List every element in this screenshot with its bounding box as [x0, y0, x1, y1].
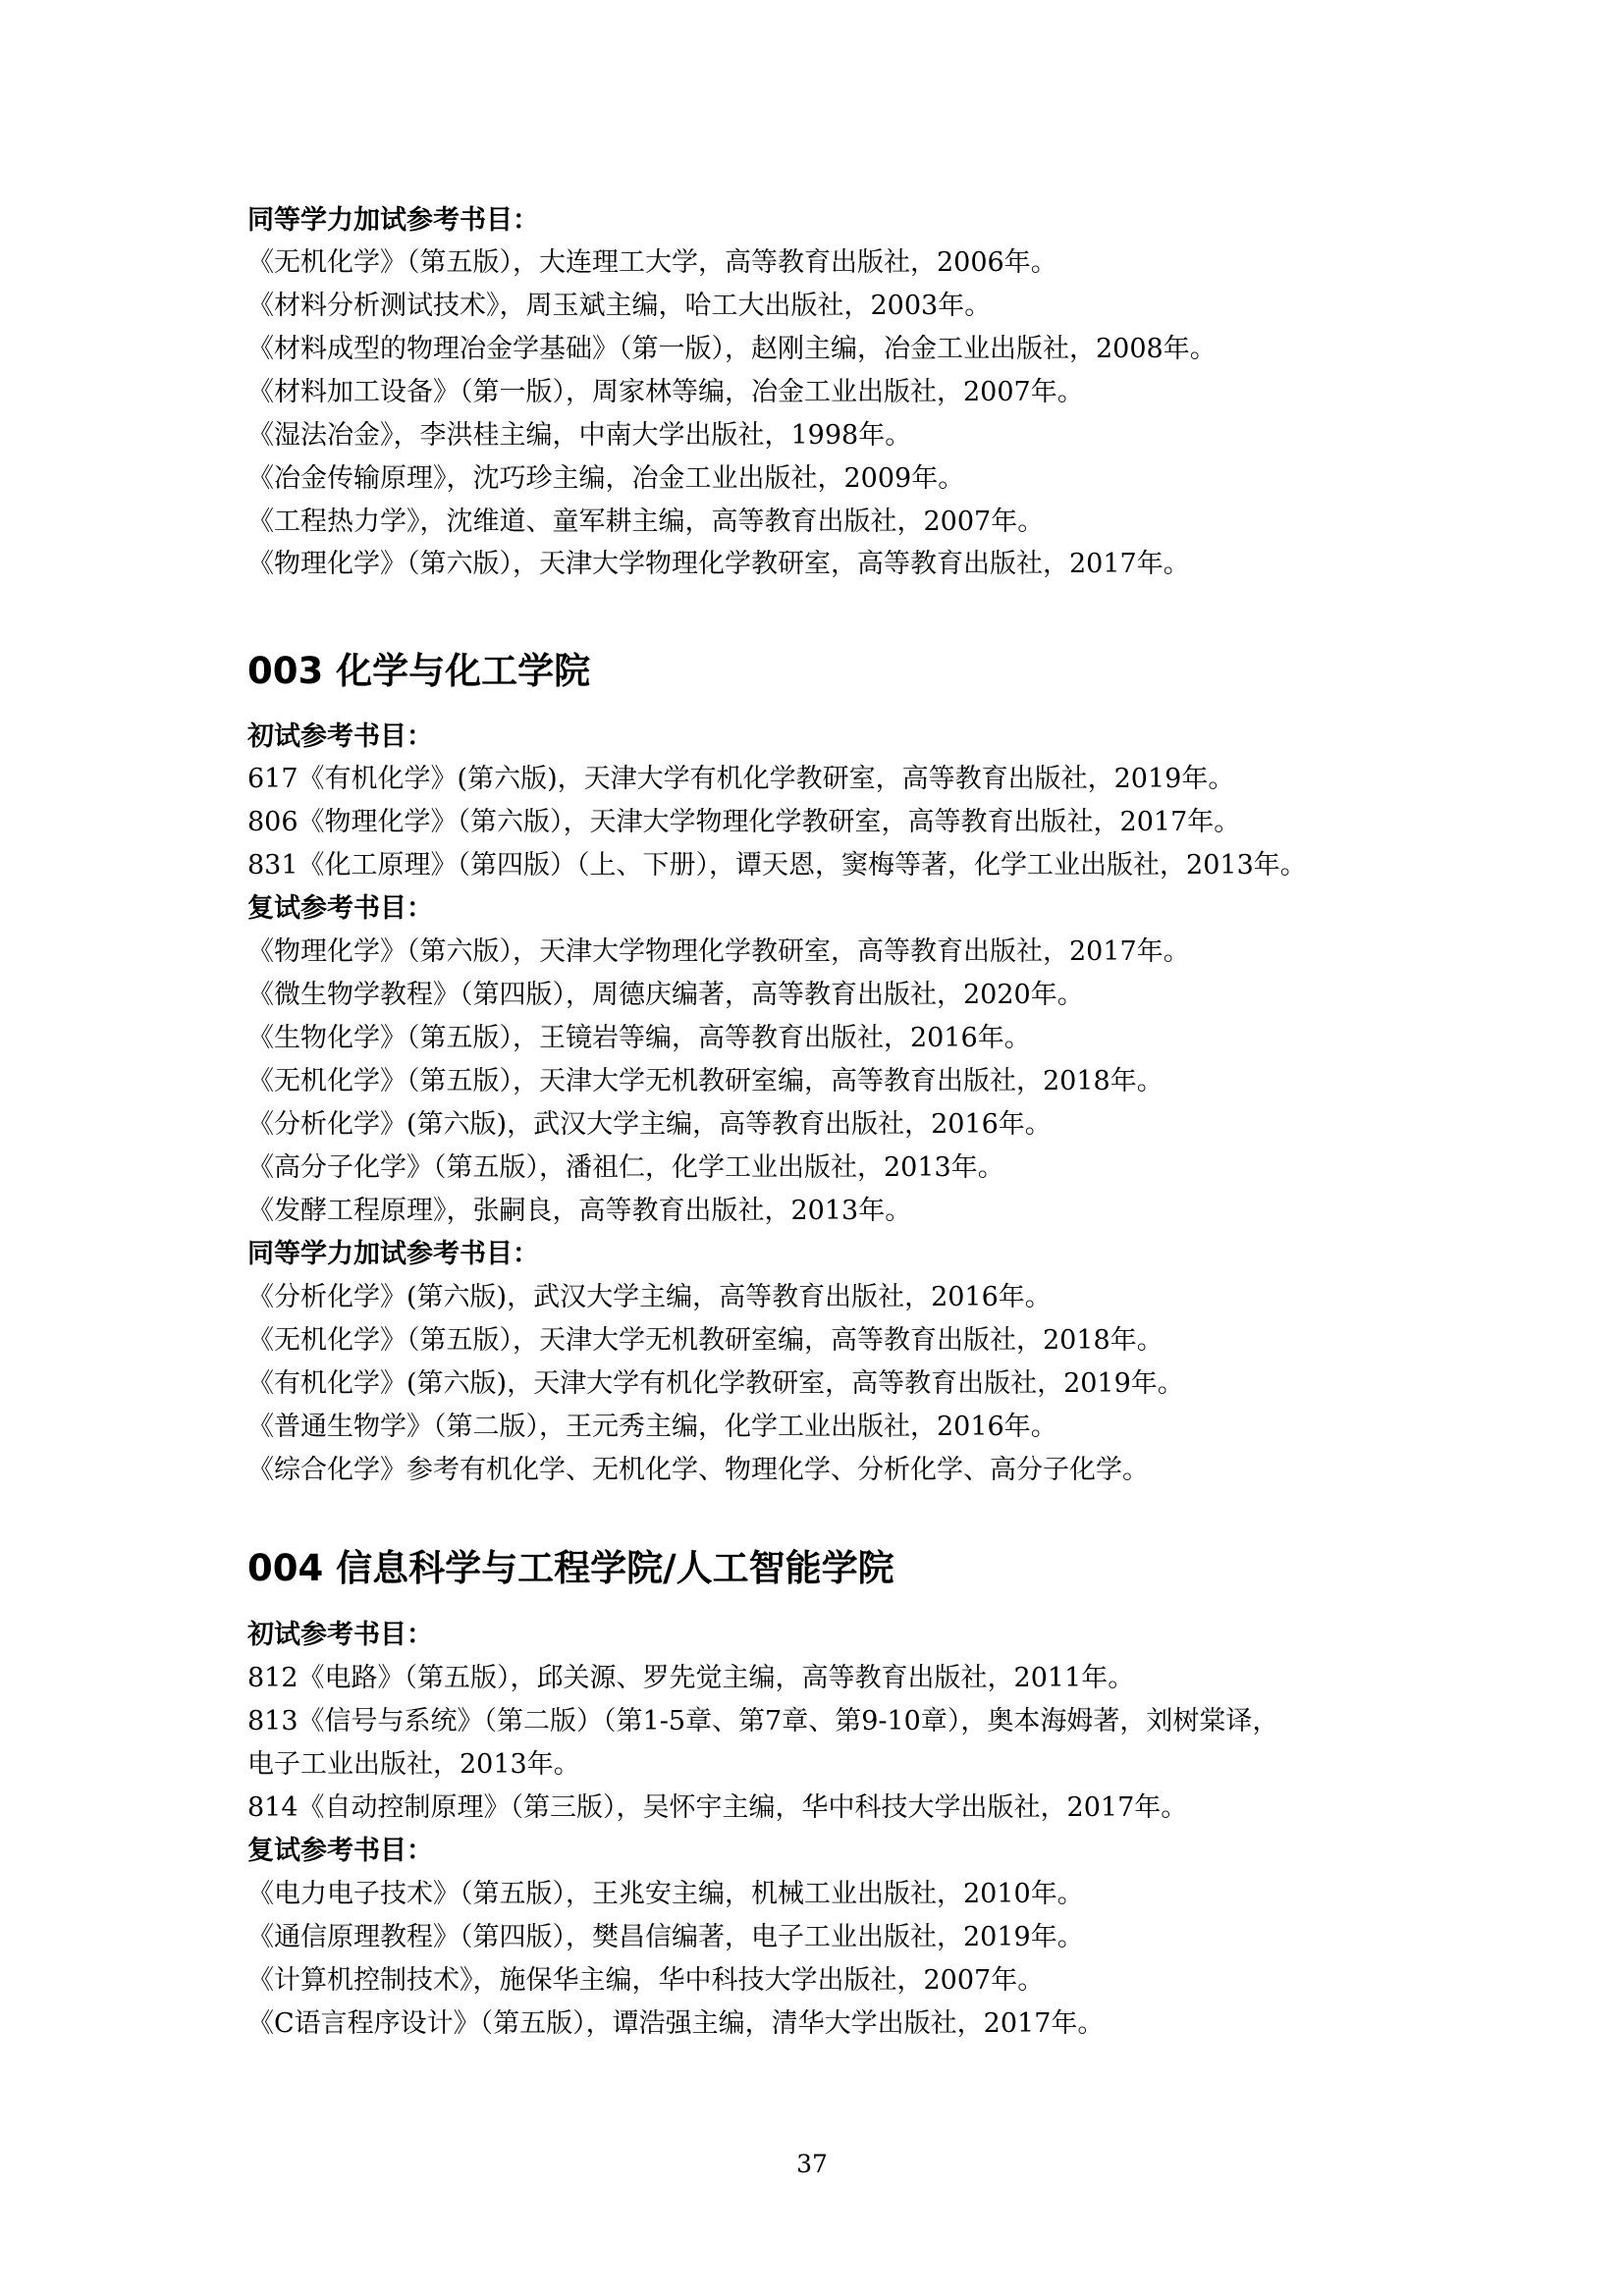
- book-entry: 《材料成型的物理冶金学基础》（第一版），赵刚主编，冶金工业出版社，2008年。: [247, 334, 1217, 364]
- book-entry: 《材料分析测试技术》，周玉斌主编，哈工大出版社，2003年。: [247, 291, 992, 321]
- book-entry: 《计算机控制技术》，施保华主编，华中科技大学出版社，2007年。: [247, 1965, 1045, 1996]
- initial-test-label: 初试参考书目：: [247, 1620, 433, 1650]
- book-entry: 《工程热力学》，沈维道、童军耕主编，高等教育出版社，2007年。: [247, 507, 1045, 537]
- document-page: [247, 0, 1435, 2296]
- book-entry: 813《信号与系统》（第二版）（第1-5章、第7章、第9-10章），奥本海姆著，刘树棠译，: [247, 1706, 1279, 1736]
- book-entry: 831《化工原理》（第四版）（上、下册），谭天恩，窦梅等著，化学工业出版社，2013年。: [247, 850, 1307, 881]
- section-heading-003: 003 化学与化工学院: [247, 650, 591, 692]
- book-entry: 《普通生物学》（第二版），王元秀主编，化学工业出版社，2016年。: [247, 1412, 1057, 1442]
- book-entry: 《微生物学教程》（第四版），周德庆编著，高等教育出版社，2020年。: [247, 980, 1084, 1010]
- retest-label: 复试参考书目：: [247, 1836, 433, 1866]
- retest-label: 复试参考书目：: [247, 893, 433, 924]
- book-entry: 《分析化学》(第六版)，武汉大学主编，高等教育出版社，2016年。: [247, 1109, 1052, 1140]
- book-entry: 《C语言程序设计》（第五版），谭浩强主编，清华大学出版社，2017年。: [247, 2008, 1105, 2039]
- book-entry: 《综合化学》参考有机化学、无机化学、物理化学、分析化学、高分子化学。: [247, 1455, 1149, 1485]
- book-entry: 《物理化学》（第六版），天津大学物理化学教研室，高等教育出版社，2017年。: [247, 936, 1190, 967]
- book-entry: 617《有机化学》(第六版)，天津大学有机化学教研室，高等教育出版社，2019年。: [247, 764, 1235, 794]
- section-heading-004: 004 信息科学与工程学院/人工智能学院: [247, 1547, 894, 1589]
- book-entry: 《发酵工程原理》，张嗣良，高等教育出版社，2013年。: [247, 1196, 912, 1226]
- book-entry: 《高分子化学》（第五版），潘祖仁，化学工业出版社，2013年。: [247, 1152, 1004, 1183]
- book-entry: 《无机化学》（第五版），大连理工大学，高等教育出版社，2006年。: [247, 247, 1057, 278]
- book-entry: 《生物化学》（第五版），王镜岩等编，高等教育出版社，2016年。: [247, 1023, 1031, 1053]
- book-entry: 812《电路》（第五版），邱关源、罗先觉主编，高等教育出版社，2011年。: [247, 1663, 1135, 1693]
- book-entry: 《电力电子技术》（第五版），王兆安主编，机械工业出版社，2010年。: [247, 1879, 1084, 1909]
- book-entry-continuation: 电子工业出版社，2013年。: [247, 1749, 580, 1780]
- book-entry: 《通信原理教程》（第四版），樊昌信编著，电子工业出版社，2019年。: [247, 1922, 1084, 1952]
- book-entry: 814《自动控制原理》（第三版），吴怀宇主编，华中科技大学出版社，2017年。: [247, 1792, 1188, 1823]
- book-entry: 《湿法冶金》，李洪桂主编，中南大学出版社，1998年。: [247, 420, 912, 451]
- book-entry: 《有机化学》(第六版)，天津大学有机化学教研室，高等教育出版社，2019年。: [247, 1368, 1184, 1399]
- book-entry: 《无机化学》（第五版），天津大学无机教研室编，高等教育出版社，2018年。: [247, 1066, 1164, 1096]
- book-entry: 《分析化学》(第六版)，武汉大学主编，高等教育出版社，2016年。: [247, 1282, 1052, 1312]
- book-entry: 《材料加工设备》（第一版），周家林等编，冶金工业出版社，2007年。: [247, 377, 1084, 407]
- equivalent-test-label: 同等学力加试参考书目：: [247, 205, 539, 236]
- equivalent-test-label: 同等学力加试参考书目：: [247, 1239, 539, 1269]
- initial-test-label: 初试参考书目：: [247, 721, 433, 752]
- book-entry: 806《物理化学》（第六版），天津大学物理化学教研室，高等教育出版社，2017年。: [247, 807, 1241, 837]
- book-entry: 《无机化学》（第五版），天津大学无机教研室编，高等教育出版社，2018年。: [247, 1325, 1164, 1356]
- book-entry: 《物理化学》（第六版），天津大学物理化学教研室，高等教育出版社，2017年。: [247, 549, 1190, 579]
- page-number: 37: [796, 2150, 828, 2178]
- book-entry: 《冶金传输原理》，沈巧珍主编，冶金工业出版社，2009年。: [247, 463, 965, 494]
